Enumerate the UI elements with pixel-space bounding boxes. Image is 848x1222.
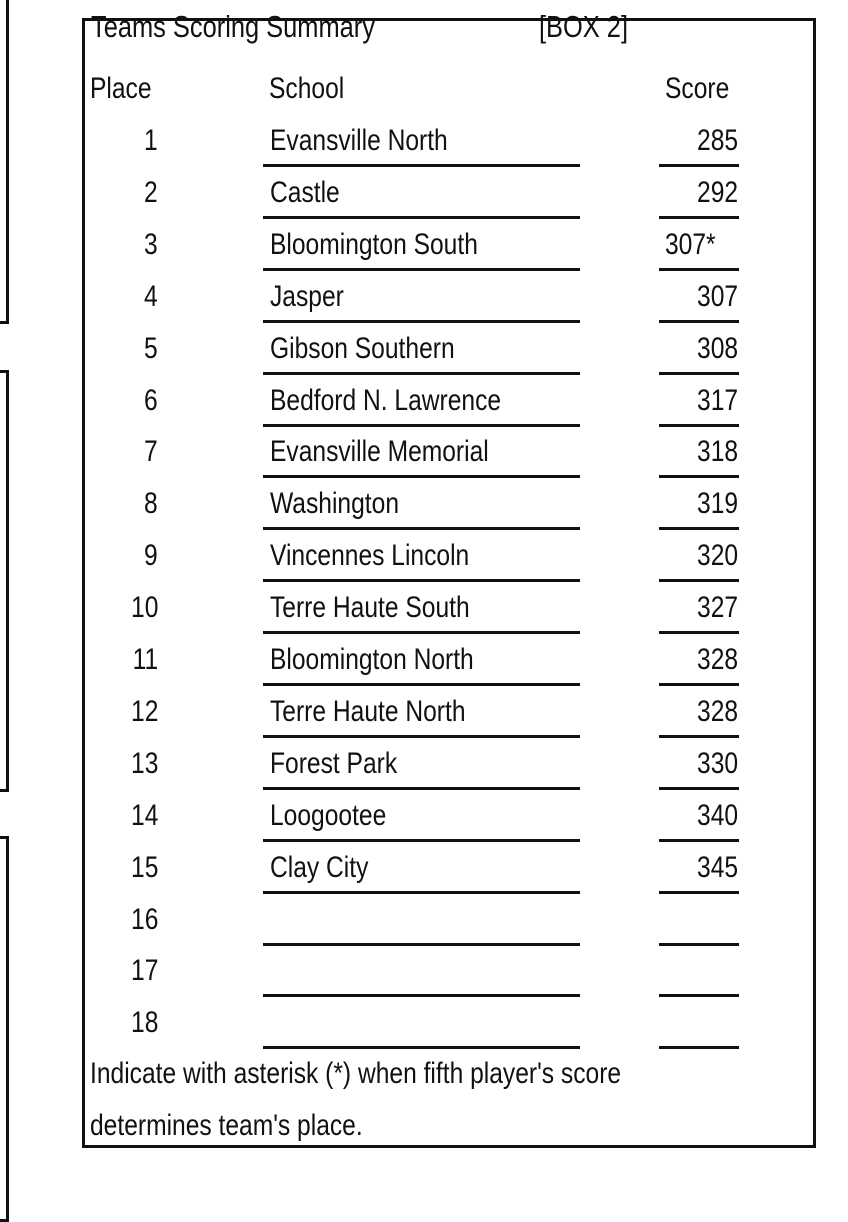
score-underline	[659, 320, 739, 323]
school-field: Bloomington South	[270, 227, 478, 261]
score-underline	[659, 475, 739, 478]
school-underline	[263, 164, 580, 167]
score-field: 328	[696, 694, 738, 728]
school-field: Washington	[270, 487, 399, 521]
table-row	[0, 122, 848, 174]
school-underline	[263, 268, 580, 271]
score-underline	[659, 527, 739, 530]
place-cell: 7	[144, 435, 158, 469]
place-cell: 5	[144, 331, 158, 365]
place-cell: 4	[144, 279, 158, 313]
score-field: 285	[696, 124, 738, 157]
place-cell: 18	[130, 1006, 158, 1040]
score-underline	[659, 268, 739, 271]
place-cell: 8	[144, 487, 158, 521]
school-field: Loogootee	[270, 798, 387, 832]
place-cell: 3	[144, 227, 158, 261]
score-field: 327	[696, 591, 738, 625]
table-row	[0, 797, 848, 849]
school-underline	[263, 683, 580, 686]
school-field: Forest Park	[270, 746, 398, 780]
school-field: Jasper	[270, 279, 344, 313]
school-underline	[263, 1046, 580, 1049]
table-row	[0, 485, 848, 537]
school-underline	[263, 372, 580, 375]
place-cell: 13	[130, 746, 158, 780]
score-field: 307	[696, 279, 738, 313]
score-underline	[659, 839, 739, 842]
school-underline	[263, 631, 580, 634]
school-underline	[263, 424, 580, 427]
school-field: Castle	[270, 175, 340, 209]
place-cell: 10	[130, 591, 158, 625]
school-field: Vincennes Lincoln	[270, 539, 470, 573]
score-field: 319	[696, 487, 738, 521]
place-cell: 16	[130, 902, 158, 936]
score-field: 320	[696, 539, 738, 573]
table-row	[0, 537, 848, 589]
school-field: Evansville Memorial	[270, 435, 489, 469]
table-row	[0, 849, 848, 901]
score-underline	[659, 787, 739, 790]
score-field: 307*	[665, 227, 716, 261]
table-row	[0, 330, 848, 382]
place-cell: 15	[130, 850, 158, 884]
table-row	[0, 174, 848, 226]
score-field: 292	[696, 175, 738, 209]
place-cell: 2	[144, 175, 158, 209]
table-row	[0, 693, 848, 745]
score-field: 345	[696, 850, 738, 884]
table-row	[0, 1004, 848, 1056]
school-underline	[263, 787, 580, 790]
school-underline	[263, 735, 580, 738]
score-underline	[659, 891, 739, 894]
school-field: Terre Haute North	[270, 694, 466, 728]
form-title: Teams Scoring Summary	[91, 9, 375, 44]
score-field: 328	[696, 643, 738, 676]
school-field: Bedford N. Lawrence	[270, 383, 502, 417]
school-underline	[263, 943, 580, 946]
asterisk-note-line-2: determines team's place.	[90, 1109, 363, 1142]
school-field: Evansville North	[270, 124, 448, 157]
school-underline	[263, 839, 580, 842]
school-underline	[263, 994, 580, 997]
school-field: Gibson Southern	[270, 331, 455, 365]
school-field: Bloomington North	[270, 643, 474, 676]
place-cell: 17	[130, 954, 158, 988]
score-field: 330	[696, 746, 738, 780]
score-field: 308	[696, 331, 738, 365]
place-cell: 12	[130, 694, 158, 728]
column-header-place: Place	[90, 72, 152, 105]
score-underline	[659, 372, 739, 375]
score-field: 317	[696, 383, 738, 417]
table-row	[0, 641, 848, 693]
table-row	[0, 382, 848, 434]
table-row	[0, 745, 848, 797]
place-cell: 1	[144, 124, 158, 157]
score-underline	[659, 1046, 739, 1049]
score-underline	[659, 164, 739, 167]
asterisk-note-line-1: Indicate with asterisk (*) when fifth player's score	[90, 1057, 622, 1090]
score-field: 318	[696, 435, 738, 469]
column-header-school: School	[269, 72, 345, 105]
place-cell: 14	[130, 798, 158, 832]
table-row	[0, 901, 848, 953]
place-cell: 11	[132, 643, 158, 676]
table-row	[0, 278, 848, 330]
school-field: Clay City	[270, 850, 369, 884]
score-underline	[659, 943, 739, 946]
score-underline	[659, 735, 739, 738]
place-cell: 6	[144, 383, 158, 417]
school-underline	[263, 216, 580, 219]
school-underline	[263, 320, 580, 323]
column-header-score: Score	[665, 72, 730, 105]
score-field: 340	[696, 798, 738, 832]
score-underline	[659, 216, 739, 219]
table-row	[0, 589, 848, 641]
school-underline	[263, 891, 580, 894]
score-underline	[659, 994, 739, 997]
score-underline	[659, 424, 739, 427]
school-underline	[263, 475, 580, 478]
score-underline	[659, 683, 739, 686]
place-cell: 9	[144, 539, 158, 573]
school-underline	[263, 579, 580, 582]
school-field: Terre Haute South	[270, 591, 470, 625]
school-underline	[263, 527, 580, 530]
box-label: [BOX 2]	[539, 9, 629, 44]
table-row	[0, 226, 848, 278]
score-underline	[659, 579, 739, 582]
table-row	[0, 433, 848, 485]
score-underline	[659, 631, 739, 634]
table-row	[0, 952, 848, 1004]
